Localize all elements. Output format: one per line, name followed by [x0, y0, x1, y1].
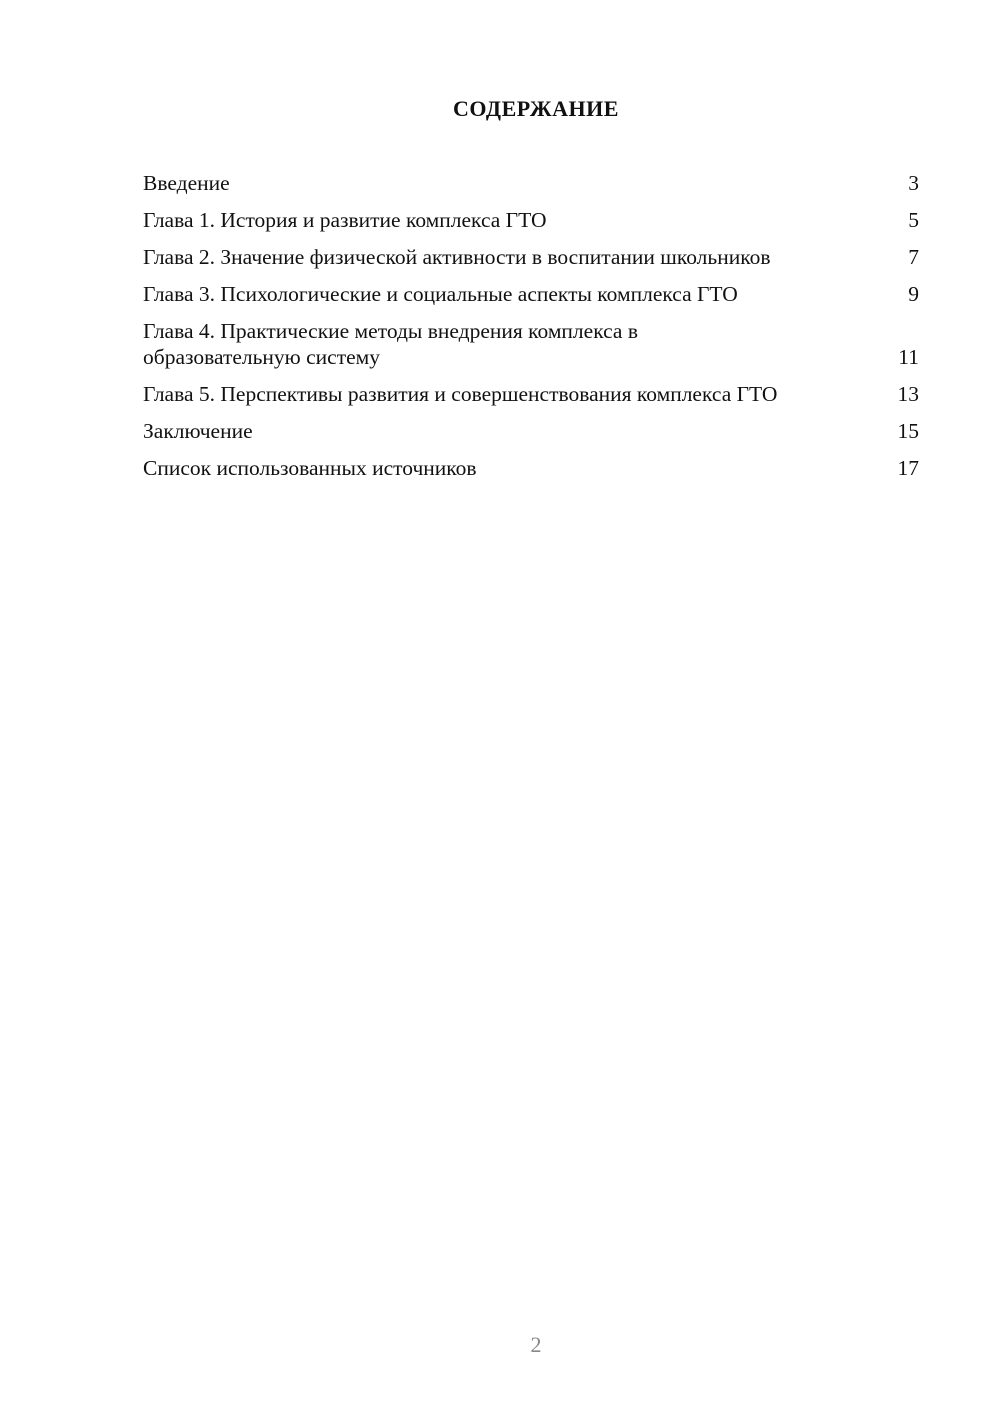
- toc-entry-text: Введение: [143, 171, 230, 195]
- toc-heading: СОДЕРЖАНИЕ: [453, 96, 619, 121]
- table-of-contents: [143, 170, 919, 492]
- toc-entry-chapter-2[interactable]: [143, 244, 919, 270]
- toc-entry-text: Список использованных источников: [143, 456, 477, 480]
- toc-entry-page: 3: [908, 171, 919, 195]
- toc-entry-text: Глава 1. История и развитие комплекса ГТО: [143, 208, 547, 232]
- toc-entry-text: Глава 3. Психологические и социальные аспекты комплекса ГТО: [143, 282, 738, 306]
- toc-entry-page: 5: [908, 208, 919, 232]
- toc-entry-page: 7: [908, 245, 919, 269]
- toc-entry-text: Глава 2. Значение физической активности в воспитании школьников: [143, 245, 771, 269]
- toc-entry-text: Глава 4. Практические методы внедрения комплекса в образовательную систему: [143, 319, 638, 369]
- toc-entry-references[interactable]: [143, 455, 919, 481]
- toc-entry-chapter-3[interactable]: [143, 281, 919, 307]
- toc-entry-page: 11: [898, 345, 919, 369]
- toc-entry-chapter-1[interactable]: [143, 207, 919, 233]
- toc-entry-text: Глава 5. Перспективы развития и совершенствования комплекса ГТО: [143, 382, 778, 406]
- toc-entry-page: 17: [897, 456, 919, 480]
- page-number: 2: [530, 1332, 542, 1357]
- toc-entry-page: 9: [908, 282, 919, 306]
- toc-entry-text: Заключение: [143, 419, 253, 443]
- toc-entry-introduction[interactable]: [143, 170, 919, 196]
- toc-entry-page: 15: [897, 419, 919, 443]
- toc-entry-conclusion[interactable]: [143, 418, 919, 444]
- toc-entry-chapter-5[interactable]: [143, 381, 919, 407]
- toc-entry-chapter-4[interactable]: [143, 318, 919, 370]
- toc-entry-page: 13: [897, 382, 919, 406]
